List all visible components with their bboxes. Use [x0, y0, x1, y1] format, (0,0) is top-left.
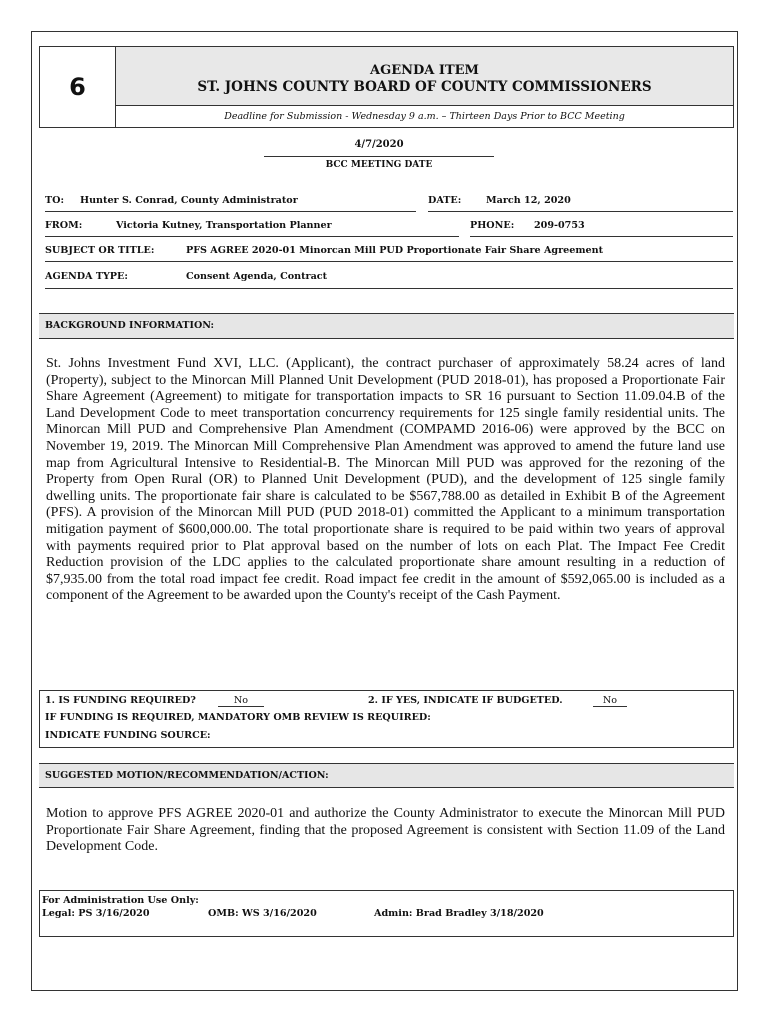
admin-signoff: Admin: Brad Bradley 3/18/2020 — [374, 908, 544, 919]
legal-signoff: Legal: PS 3/16/2020 — [42, 908, 150, 919]
date-label: DATE: — [428, 195, 462, 206]
meeting-date-underline — [264, 156, 494, 157]
from-underline — [45, 236, 459, 237]
to-value: Hunter S. Conrad, County Administrator — [80, 195, 298, 206]
background-heading: BACKGROUND INFORMATION: — [39, 313, 734, 339]
funding-required-value: No — [218, 695, 264, 707]
phone-value: 209-0753 — [534, 220, 585, 231]
to-label: TO: — [45, 195, 65, 206]
phone-underline — [470, 236, 733, 237]
agenda-type-underline — [45, 288, 733, 289]
funding-source-label: INDICATE FUNDING SOURCE: — [45, 730, 211, 741]
subject-underline — [45, 261, 733, 262]
from-value: Victoria Kutney, Transportation Planner — [116, 220, 332, 231]
subject-label: SUBJECT OR TITLE: — [45, 245, 155, 256]
agenda-form-page — [31, 31, 738, 991]
motion-heading: SUGGESTED MOTION/RECOMMENDATION/ACTION: — [39, 763, 734, 788]
header-box — [39, 46, 734, 128]
board-name: ST. JOHNS COUNTY BOARD OF COUNTY COMMISSIONERS — [197, 79, 652, 95]
motion-text: Motion to approve PFS AGREE 2020-01 and authorize the County Administrator to execute the Minorcan Mill PUD Proportionate Fair Share Agreement, finding that the proposed Agreement is consistent with Section 11.09 of the Land Development Code. — [46, 806, 725, 855]
agenda-item-label: AGENDA ITEM — [370, 63, 479, 78]
agenda-item-number: 6 — [40, 47, 116, 127]
header-title-block — [116, 47, 733, 106]
funding-required-label: 1. IS FUNDING REQUIRED? — [45, 695, 196, 706]
admin-box — [39, 890, 734, 937]
funding-box — [39, 690, 734, 748]
date-value: March 12, 2020 — [486, 195, 571, 206]
omb-review-label: IF FUNDING IS REQUIRED, MANDATORY OMB REVIEW IS REQUIRED: — [45, 712, 431, 723]
meeting-date: 4/7/2020 — [354, 139, 404, 150]
omb-signoff: OMB: WS 3/16/2020 — [208, 908, 317, 919]
meeting-date-label: BCC MEETING DATE — [325, 160, 433, 170]
phone-label: PHONE: — [470, 220, 515, 231]
date-underline — [428, 211, 733, 212]
agenda-type-label: AGENDA TYPE: — [45, 271, 128, 282]
deadline-text: Deadline for Submission - Wednesday 9 a.m. – Thirteen Days Prior to BCC Meeting — [224, 111, 625, 122]
subject-value: PFS AGREE 2020-01 Minorcan Mill PUD Proportionate Fair Share Agreement — [186, 245, 604, 256]
admin-heading: For Administration Use Only: — [42, 895, 199, 906]
funding-budgeted-label: 2. IF YES, INDICATE IF BUDGETED. — [368, 695, 563, 706]
funding-budgeted-value: No — [593, 695, 627, 707]
from-label: FROM: — [45, 220, 83, 231]
agenda-type-value: Consent Agenda, Contract — [186, 271, 328, 282]
background-text: St. Johns Investment Fund XVI, LLC. (Applicant), the contract purchaser of approximately 58.24 acres of land (Property), subject to the Minorcan Mill Planned Unit Development (PUD 2018-01), has proposed a Proportionate Fair Share Agreement (Agreement) to mitigate for transportation impacts to SR 16 pursuant to Section 11.09.04.B of the Land Development Code to meet transportation concurrency requirements for 125 single family residential units. The Minorcan Mill PUD and Comprehensive Plan Amendment (COMPAMD 2016-06) were approved by the BCC on November 19, 2019. The Minorcan Mill Comprehensive Plan Amendment was approved to amend the future land use map from Agricultural Intensive to Residential-B. The Minorcan Mill PUD was approved for the rezoning of the Property from Open Rural (OR) to Planned Unit Development (PUD), and the development of 125 single family dwelling units. The proportionate fair share is calculated to be $567,788.00 as detailed in Exhibit B of the Agreement (PFS). A provision of the Minorcan Mill PUD (PUD 2018-01) committed the Applicant to a minimum transportation mitigation payment of $600,000.00. The total proportionate share is required to be paid within two years of approval with payments required prior to Plat approval based on the number of lots on each Plat. The Impact Fee Credit Reduction provision of the LDC applies to the calculated proportionate share amount resulting in a reduction of $7,935.00 from the total road impact fee credit. Road impact fee credit in the amount of $592,065.00 is included as a component of the Agreement to be awarded upon the County's receipt of the Cash Payment. — [46, 356, 725, 604]
to-underline — [45, 211, 416, 212]
